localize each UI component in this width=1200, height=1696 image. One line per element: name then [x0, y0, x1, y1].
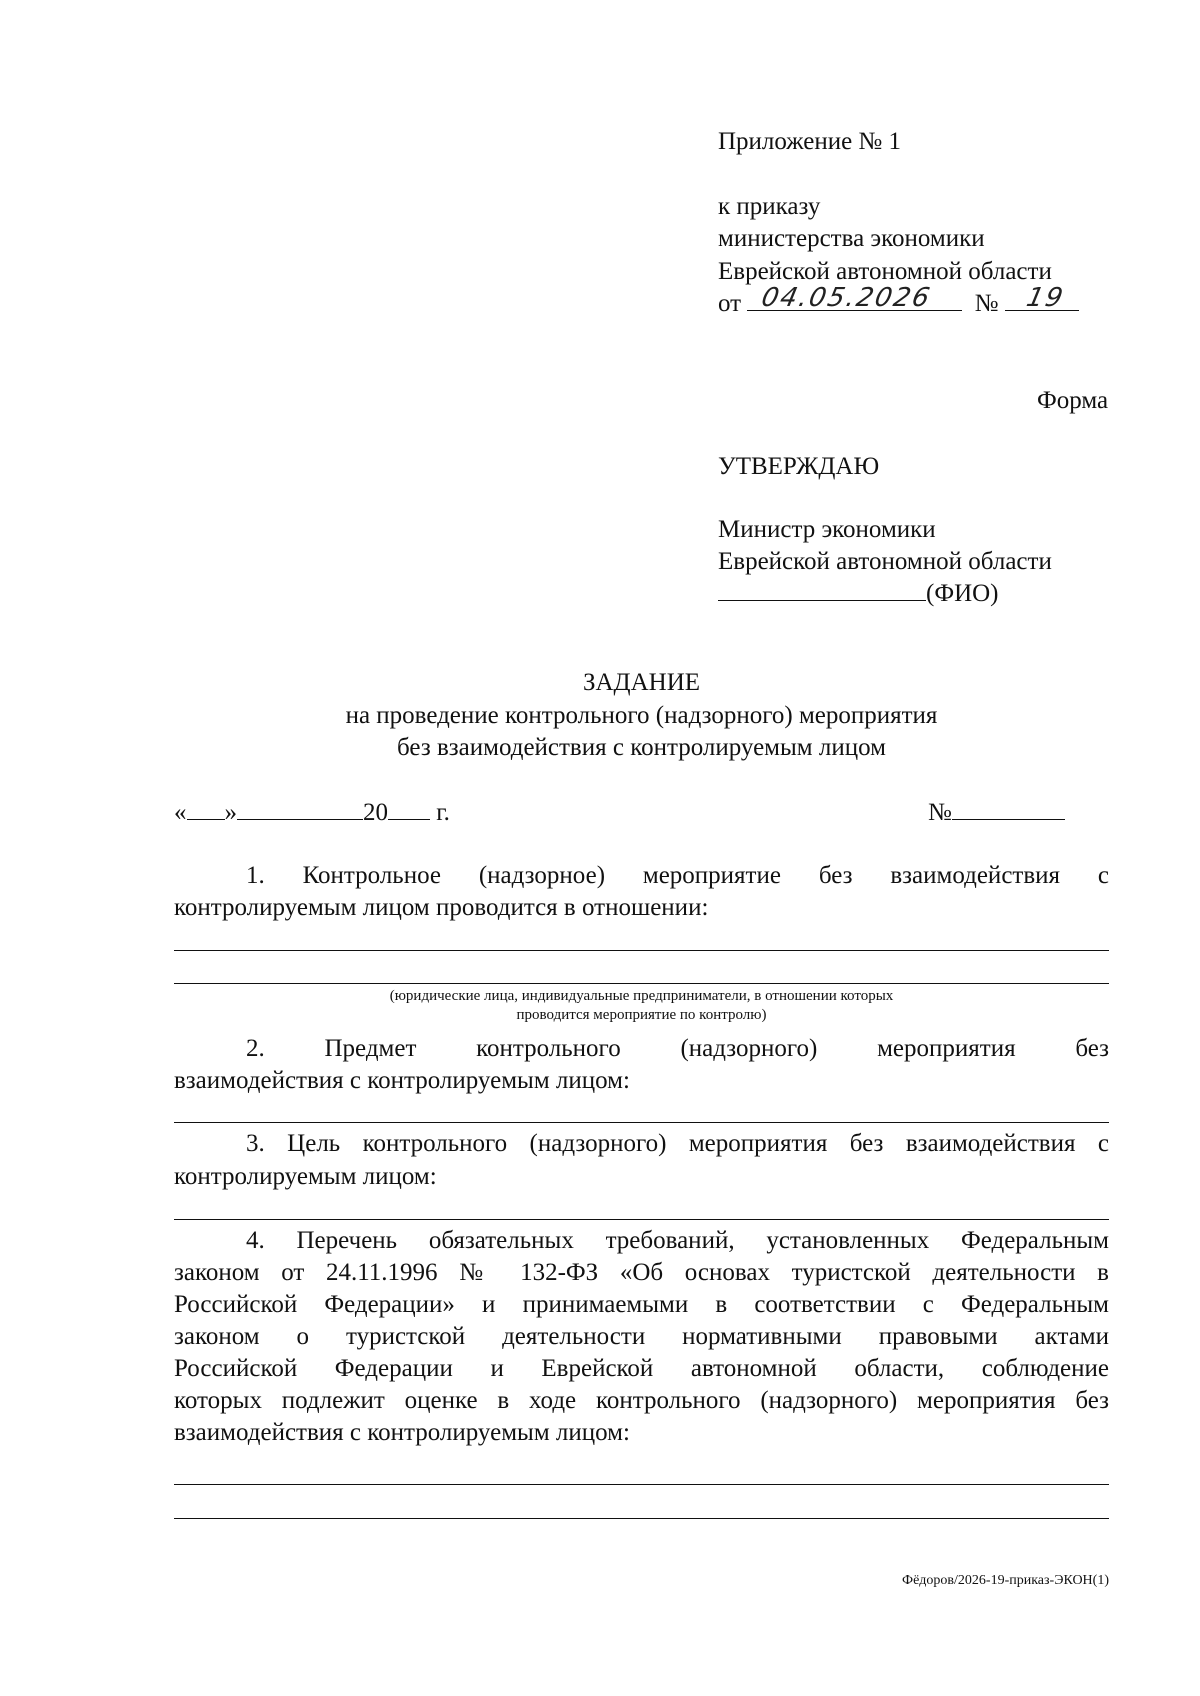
footer-filename: Фёдоров/2026-19-приказ-ЭКОН(1): [902, 1573, 1109, 1588]
order-number-label: №: [974, 290, 999, 317]
signature-blank: [718, 578, 926, 601]
minister-region: Еврейской автономной области: [718, 548, 1052, 575]
minister-title: Министр экономики: [718, 516, 936, 543]
section4-line7: взаимодействия с контролируемым лицом:: [174, 1419, 630, 1446]
section2-fill-line: [174, 1122, 1109, 1123]
fio-label: (ФИО): [926, 580, 999, 607]
minister-signature-line: [718, 578, 999, 610]
section4-line4: законом о туристской деятельности нормативными правовыми актами: [174, 1323, 1109, 1350]
section1-note-line2: проводится мероприятие по контролю): [516, 1007, 767, 1023]
order-reference: к приказу: [718, 193, 821, 220]
handwritten-number: 19: [1023, 283, 1068, 313]
handwritten-date: 04.05.2026: [758, 283, 935, 313]
section1-line1: 1. Контрольное (надзорное) мероприятие без взаимодействия с: [246, 862, 1109, 889]
section4-line3: Российской Федерации» и принимаемыми в соответствии с Федеральным: [174, 1291, 1109, 1318]
region-name: Еврейской автономной области: [718, 258, 1052, 285]
appendix-title: Приложение № 1: [718, 128, 902, 155]
ministry-name: министерства экономики: [718, 225, 985, 252]
task-number-blank: [952, 797, 1065, 820]
from-label: от: [718, 290, 742, 317]
section1-fill-line2: [174, 983, 1109, 984]
section4-fill-line1: [174, 1484, 1109, 1485]
open-quote: «: [174, 799, 187, 826]
section4-line6: которых подлежит оценке в ходе контрольного (надзорного) мероприятия без: [174, 1387, 1109, 1414]
year-suffix: г.: [436, 799, 450, 826]
section4-line1: 4. Перечень обязательных требований, установленных Федеральным: [246, 1227, 1109, 1254]
task-number-label: №: [928, 799, 952, 826]
form-label: Форма: [1037, 387, 1109, 414]
section3-line2: контролируемым лицом:: [174, 1163, 437, 1190]
month-blank: [237, 797, 363, 820]
section1-line2: контролируемым лицом проводится в отношении:: [174, 894, 709, 921]
approval-heading: УТВЕРЖДАЮ: [718, 453, 880, 480]
section4-fill-line2: [174, 1518, 1109, 1519]
day-blank: [187, 797, 225, 820]
section4-line5: Российской Федерации и Еврейской автономной области, соблюдение: [174, 1355, 1109, 1382]
year-prefix: 20: [363, 799, 388, 826]
section3-fill-line: [174, 1219, 1109, 1220]
document-subtitle-line1: на проведение контрольного (надзорного) мероприятия: [345, 702, 938, 729]
section3-line1: 3. Цель контрольного (надзорного) мероприятия без взаимодействия с: [246, 1130, 1109, 1157]
year-blank: [388, 797, 430, 820]
section1-fill-line1: [174, 950, 1109, 951]
section1-note-line1: (юридические лица, индивидуальные предприниматели, в отношении которых: [389, 988, 894, 1004]
section2-line1: 2. Предмет контрольного (надзорного) мероприятия без: [246, 1035, 1109, 1062]
task-date-line: [174, 797, 450, 829]
section2-line2: взаимодействия с контролируемым лицом:: [174, 1067, 630, 1094]
close-quote: »: [224, 799, 237, 826]
section4-line2: законом от 24.11.1996 № 132-ФЗ «Об основах туристской деятельности в: [174, 1259, 1109, 1286]
task-number-line: [928, 797, 1065, 829]
document-title: ЗАДАНИЕ: [582, 669, 701, 696]
document-subtitle-line2: без взаимодействия с контролируемым лицом: [397, 734, 886, 761]
